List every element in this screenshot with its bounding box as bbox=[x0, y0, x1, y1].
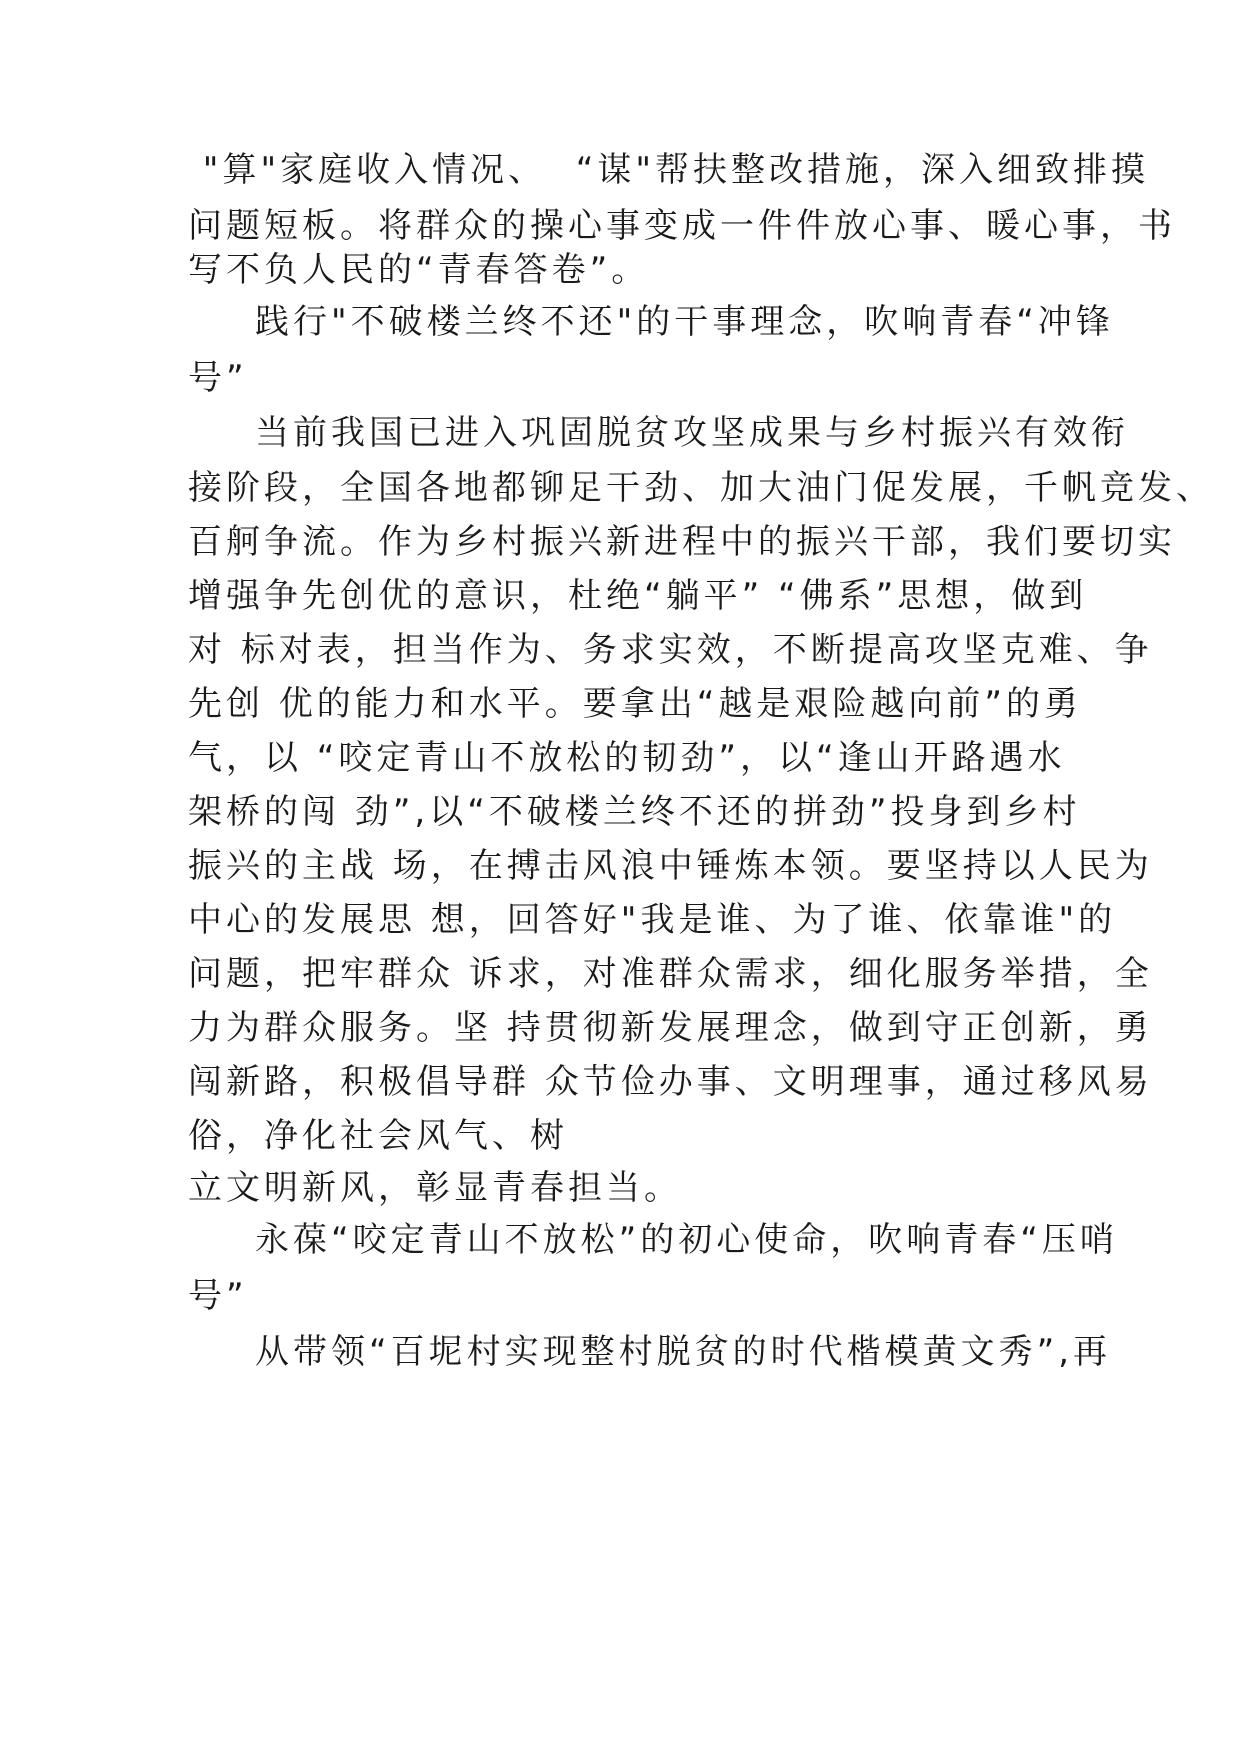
text-line: 从带领“百坭村实现整村脱贫的时代楷模黄文秀”,再 bbox=[255, 1332, 1112, 1372]
section-heading: 永葆“咬定青山不放松”的初心使命，吹响青春“压哨 bbox=[255, 1220, 1118, 1260]
text-line: 俗，净化社会风气、树 bbox=[188, 1116, 568, 1156]
text-line: 先创 优的能力和水平。要拿出“越是艰险越向前”的勇 bbox=[188, 684, 1083, 724]
text-line: "算"家庭收入情况、 “谋"帮扶整改措施，深入细致排摸 bbox=[188, 150, 1149, 190]
text-line: 接阶段，全国各地都铆足干劲、加大油门促发展，千帆竞发、 bbox=[188, 468, 1214, 508]
text-line: 中心的发展思 想，回答好"我是谁、为了谁、依靠谁"的 bbox=[188, 900, 1117, 940]
text-line: 当前我国已进入巩固脱贫攻坚成果与乡村振兴有效衔 bbox=[255, 413, 1129, 453]
text-line: 问题，把牢群众 诉求，对准群众需求，细化服务举措，全 bbox=[188, 954, 1153, 994]
text-line: 架桥的闯 劲”,以“不破楼兰终不还的拼劲”投身到乡村 bbox=[188, 792, 1081, 832]
text-line: 问题短板。将群众的操心事变成一件件放心事、暖心事，书 bbox=[188, 206, 1176, 246]
section-heading: 践行"不破楼兰终不还"的干事理念，吹响青春“冲锋 bbox=[255, 302, 1114, 342]
text-line: 写不负人民的“青春答卷”。 bbox=[188, 250, 650, 290]
text-line: 力为群众服务。坚 持贯彻新发展理念，做到守正创新，勇 bbox=[188, 1008, 1153, 1048]
text-line: 对 标对表，担当作为、务求实效，不断提高攻坚克难、争 bbox=[188, 630, 1153, 670]
section-heading-continued: 号” bbox=[188, 1276, 248, 1316]
text-line: 振兴的主战 场，在搏击风浪中锤炼本领。要坚持以人民为 bbox=[188, 846, 1153, 886]
text-line: 增强争先创优的意识，杜绝“躺平” “佛系”思想，做到 bbox=[188, 576, 1088, 616]
section-heading-continued: 号” bbox=[188, 358, 248, 398]
text-line: 闯新路，积极倡导群 众节俭办事、文明理事，通过移风易 bbox=[188, 1062, 1153, 1102]
text-line: 百舸争流。作为乡村振兴新进程中的振兴干部，我们要切实 bbox=[188, 522, 1176, 562]
text-line: 气，以 “咬定青山不放松的韧劲”，以“逢山开路遇水 bbox=[188, 738, 1066, 778]
text-line: 立文明新风，彰显青春担当。 bbox=[188, 1168, 682, 1208]
